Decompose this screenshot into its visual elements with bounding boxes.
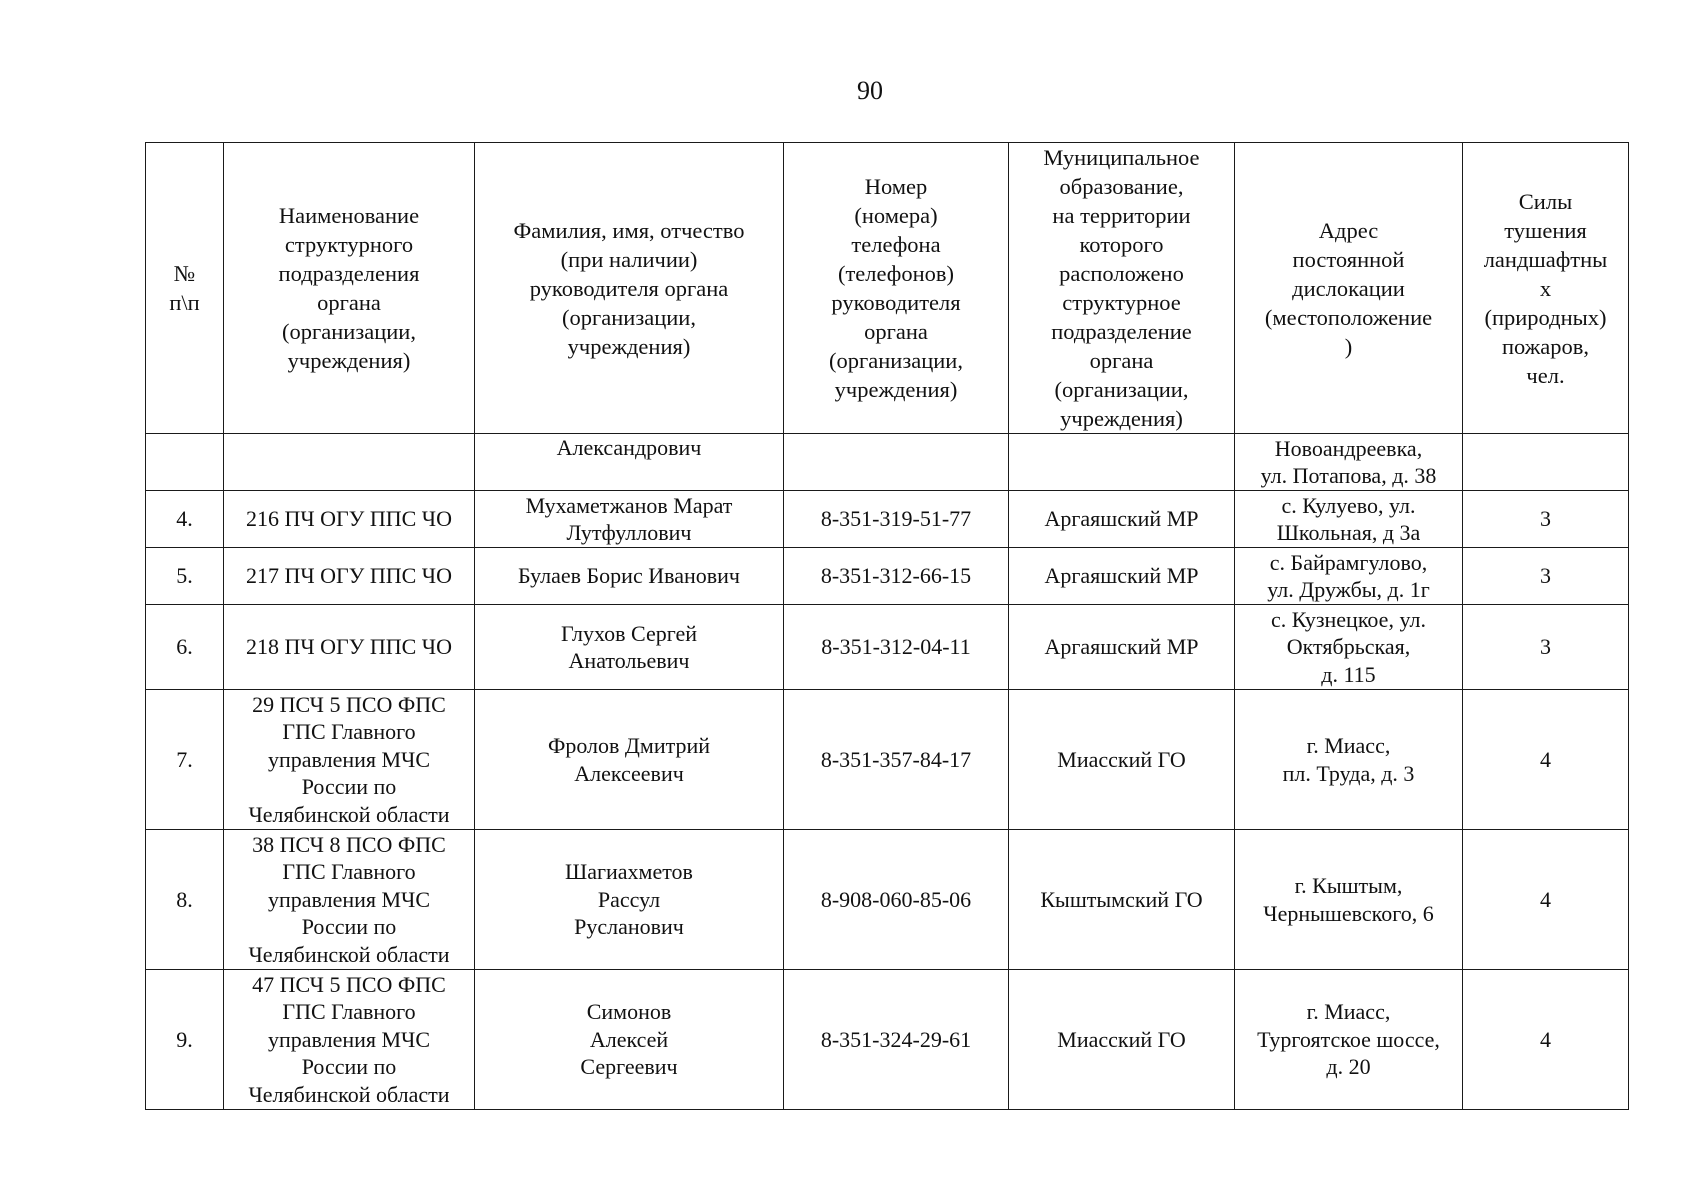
cell-head-name: Фролов Дмитрий Алексеевич xyxy=(475,690,784,830)
cell-number: 5. xyxy=(146,548,224,605)
table-header-row xyxy=(146,143,1629,434)
table-row-continuation xyxy=(146,434,1629,491)
cell-forces: 3 xyxy=(1463,548,1629,605)
cell-address: с. Кулуево, ул. Школьная, д 3а xyxy=(1235,491,1463,548)
cell-phone: 8-351-312-04-11 xyxy=(784,605,1009,690)
cell-municipality: Кыштымский ГО xyxy=(1009,830,1235,970)
cell-address: с. Байрамгулово, ул. Дружбы, д. 1г xyxy=(1235,548,1463,605)
table-row xyxy=(146,605,1629,690)
cell-phone: 8-351-357-84-17 xyxy=(784,690,1009,830)
cell-forces: 4 xyxy=(1463,690,1629,830)
cell-phone: 8-351-312-66-15 xyxy=(784,548,1009,605)
header-unit-name: Наименование структурного подразделения органа (организации, учреждения) xyxy=(224,143,475,434)
cell-unit-name: 29 ПСЧ 5 ПСО ФПС ГПС Главного управления МЧС России по Челябинской области xyxy=(224,690,475,830)
cell-municipality: Миасский ГО xyxy=(1009,690,1235,830)
cell-number: 8. xyxy=(146,830,224,970)
cell-forces: 4 xyxy=(1463,830,1629,970)
header-address: Адрес постоянной дислокации (местоположение ) xyxy=(1235,143,1463,434)
cell-unit-name: 38 ПСЧ 8 ПСО ФПС ГПС Главного управления МЧС России по Челябинской области xyxy=(224,830,475,970)
table-row xyxy=(146,491,1629,548)
cell-number: 7. xyxy=(146,690,224,830)
page-number: 90 xyxy=(857,76,883,105)
cell-head-name: Глухов Сергей Анатольевич xyxy=(475,605,784,690)
cell-number xyxy=(146,434,224,491)
cell-municipality xyxy=(1009,434,1235,491)
cell-phone xyxy=(784,434,1009,491)
cell-phone: 8-908-060-85-06 xyxy=(784,830,1009,970)
header-head-name: Фамилия, имя, отчество (при наличии) руководителя органа (организации, учреждения) xyxy=(475,143,784,434)
cell-head-name: Шагиахметов Рассул Русланович xyxy=(475,830,784,970)
cell-address: г. Миасс, Тургоятское шоссе, д. 20 xyxy=(1235,970,1463,1110)
table-row xyxy=(146,970,1629,1110)
cell-head-name: Булаев Борис Иванович xyxy=(475,548,784,605)
table-row xyxy=(146,690,1629,830)
cell-address: г. Кыштым, Чернышевского, 6 xyxy=(1235,830,1463,970)
cell-head-name: Александрович xyxy=(475,434,784,491)
fire-units-table xyxy=(145,142,1629,1110)
cell-unit-name: 47 ПСЧ 5 ПСО ФПС ГПС Главного управления МЧС России по Челябинской области xyxy=(224,970,475,1110)
cell-phone: 8-351-319-51-77 xyxy=(784,491,1009,548)
cell-number: 6. xyxy=(146,605,224,690)
cell-address: Новоандреевка, ул. Потапова, д. 38 xyxy=(1235,434,1463,491)
cell-forces: 3 xyxy=(1463,605,1629,690)
header-number: № п\п xyxy=(146,143,224,434)
cell-municipality: Аргаяшский МР xyxy=(1009,548,1235,605)
cell-municipality: Аргаяшский МР xyxy=(1009,605,1235,690)
cell-unit-name: 217 ПЧ ОГУ ППС ЧО xyxy=(224,548,475,605)
cell-number: 4. xyxy=(146,491,224,548)
header-phone: Номер (номера) телефона (телефонов) руководителя органа (организации, учреждения) xyxy=(784,143,1009,434)
cell-municipality: Аргаяшский МР xyxy=(1009,491,1235,548)
header-forces: Силы тушения ландшафтны х (природных) пожаров, чел. xyxy=(1463,143,1629,434)
cell-unit-name: 216 ПЧ ОГУ ППС ЧО xyxy=(224,491,475,548)
cell-unit-name: 218 ПЧ ОГУ ППС ЧО xyxy=(224,605,475,690)
cell-unit-name xyxy=(224,434,475,491)
table-row xyxy=(146,548,1629,605)
cell-municipality: Миасский ГО xyxy=(1009,970,1235,1110)
header-municipality: Муниципальное образование, на территории которого расположено структурное подразделение органа (организации, учреждения) xyxy=(1009,143,1235,434)
cell-address: с. Кузнецкое, ул. Октябрьская, д. 115 xyxy=(1235,605,1463,690)
cell-phone: 8-351-324-29-61 xyxy=(784,970,1009,1110)
table-row xyxy=(146,830,1629,970)
cell-forces xyxy=(1463,434,1629,491)
cell-forces: 4 xyxy=(1463,970,1629,1110)
cell-number: 9. xyxy=(146,970,224,1110)
cell-address: г. Миасс, пл. Труда, д. 3 xyxy=(1235,690,1463,830)
cell-forces: 3 xyxy=(1463,491,1629,548)
cell-head-name: Мухаметжанов Марат Лутфуллович xyxy=(475,491,784,548)
cell-head-name: Симонов Алексей Сергеевич xyxy=(475,970,784,1110)
